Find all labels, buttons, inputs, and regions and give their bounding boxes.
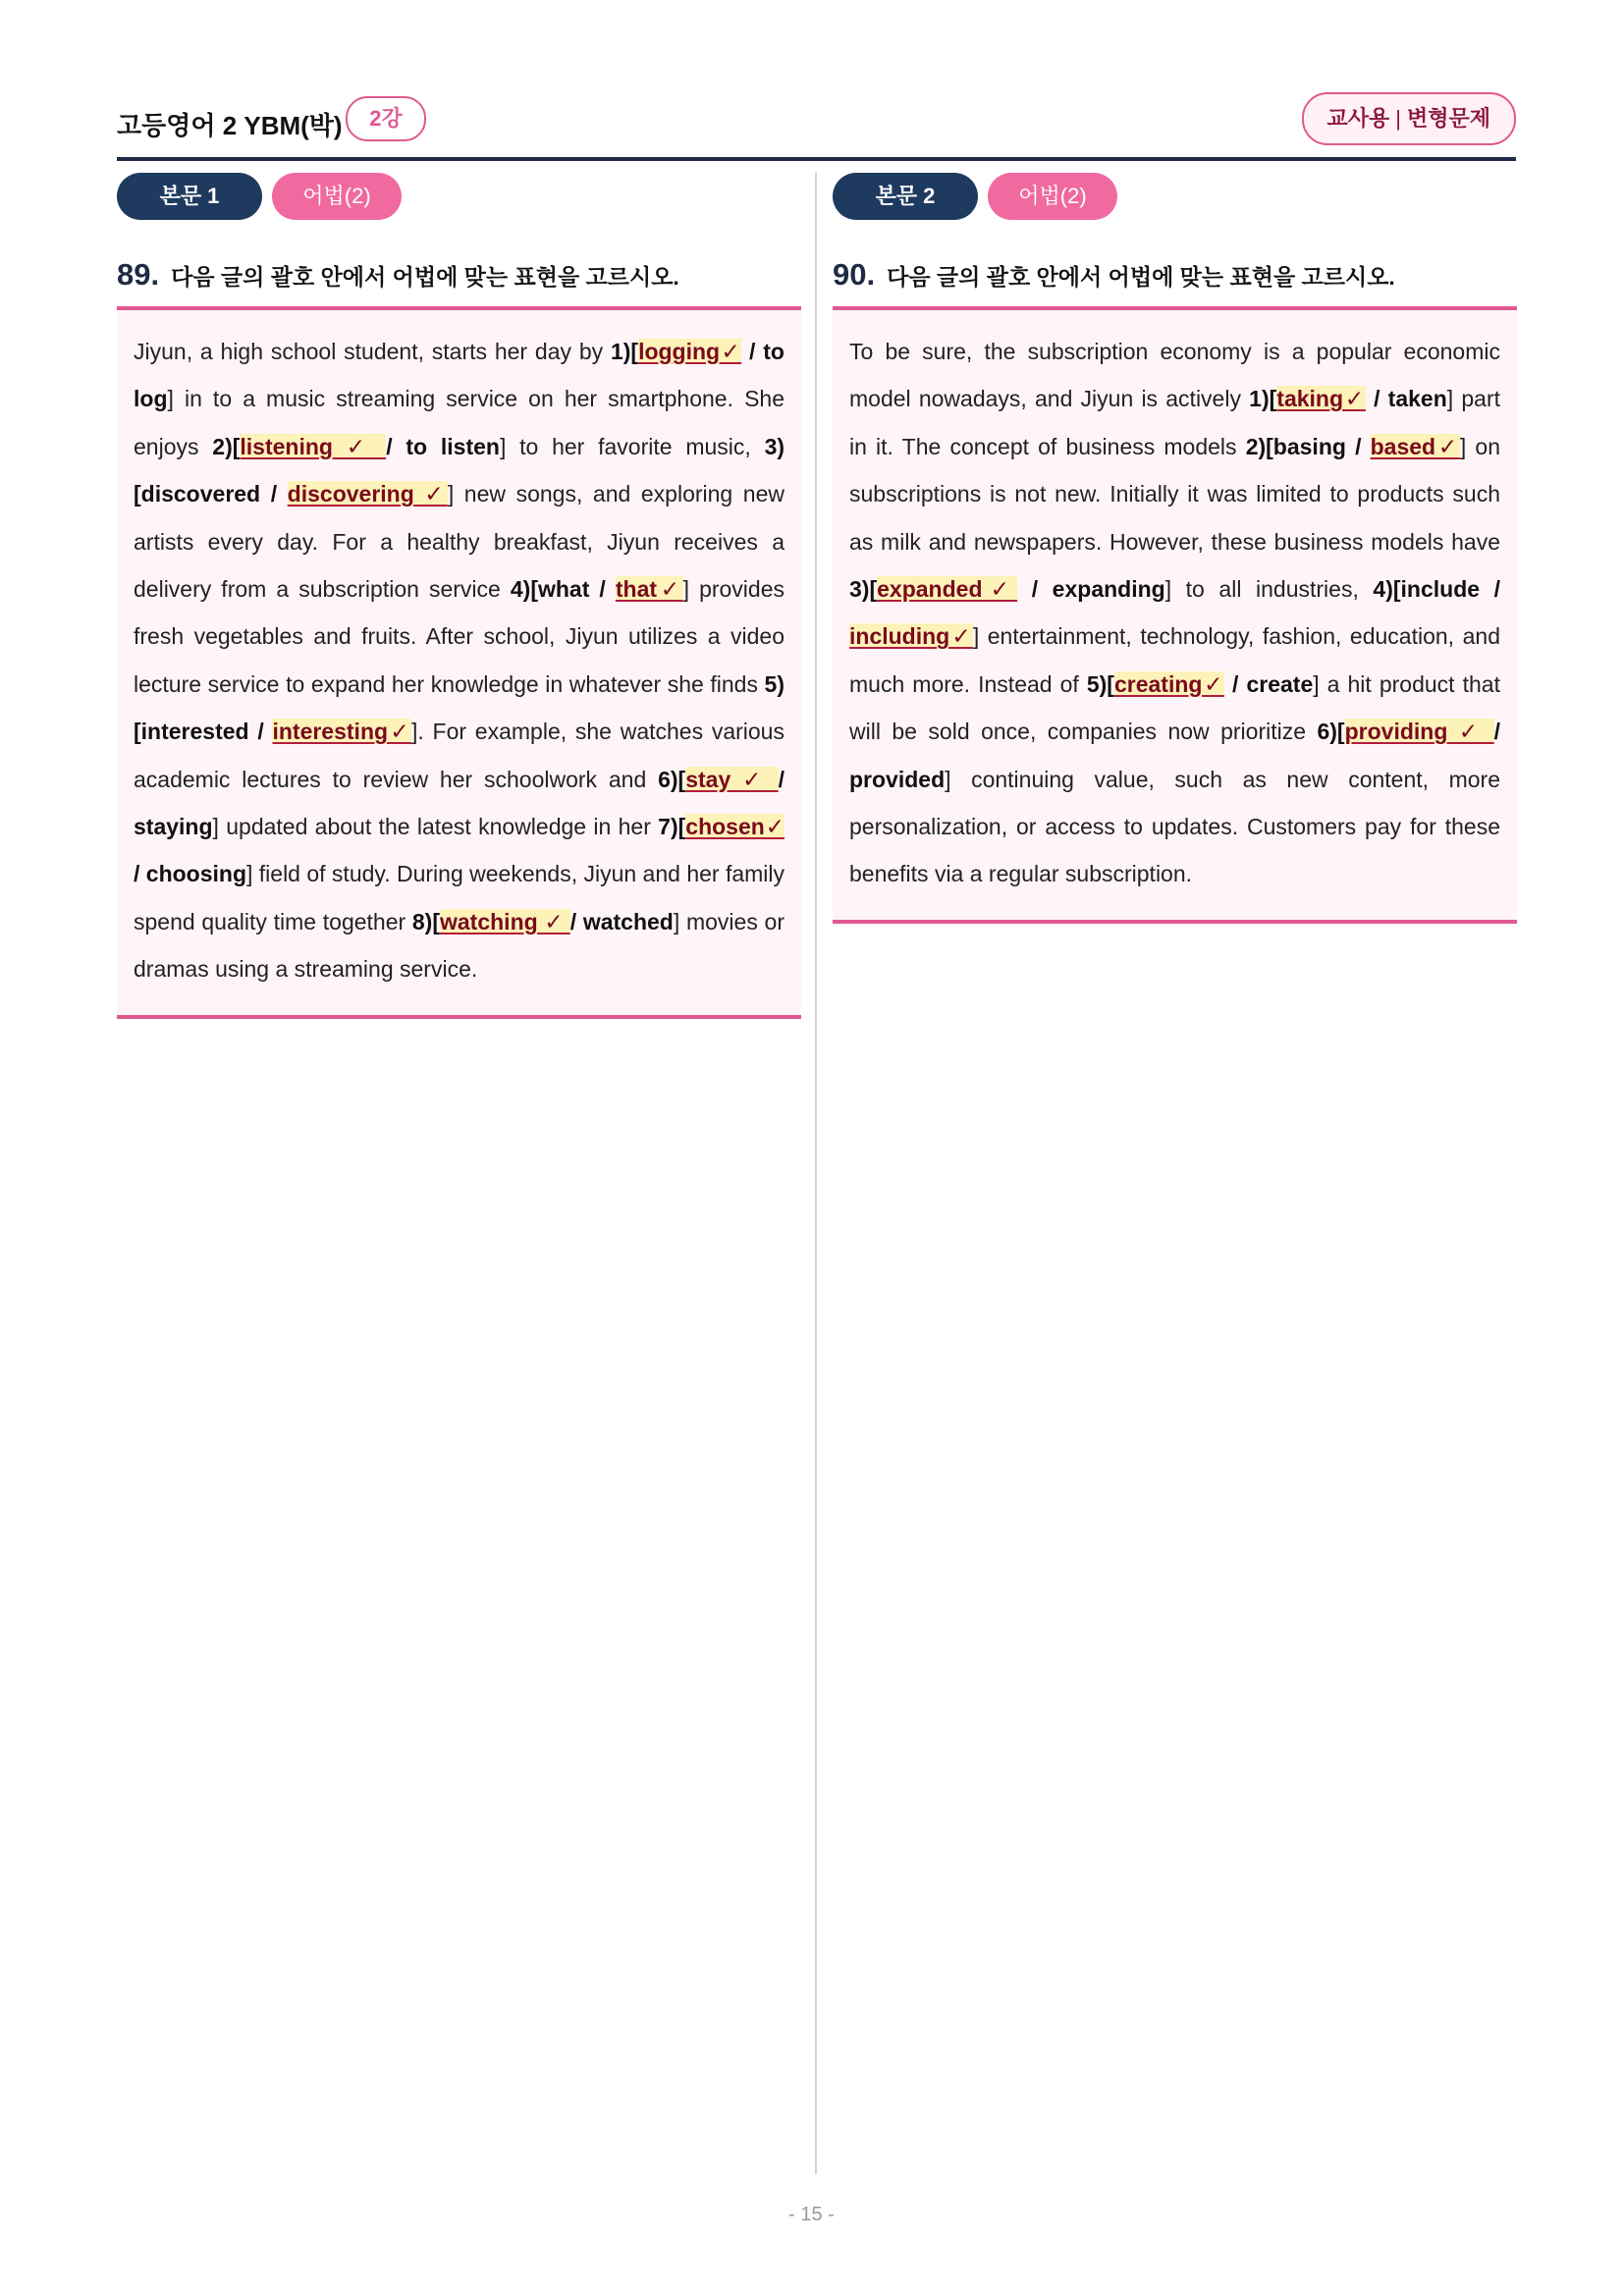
answer-4: including✓ bbox=[849, 623, 973, 650]
blank-1-label: 1)[ bbox=[610, 339, 639, 364]
answer-7: chosen✓ bbox=[685, 814, 785, 840]
answer-5: creating✓ bbox=[1113, 670, 1224, 697]
answer-5: interesting✓ bbox=[272, 719, 412, 745]
answer-3: discovering ✓ bbox=[287, 481, 448, 507]
teacher-variant-badge bbox=[1302, 92, 1517, 145]
blank-8-label: 8)[ bbox=[411, 908, 440, 934]
blank-6-alt: / provided bbox=[849, 719, 1501, 792]
blank-4-label: 4)[what / bbox=[510, 576, 616, 603]
answer-3: expanded✓ bbox=[877, 576, 1018, 603]
lesson-badge: 2강 bbox=[346, 96, 426, 141]
blank-1-label: 1)[ bbox=[1249, 386, 1277, 412]
badge-teacher-label: 교사용 bbox=[1326, 106, 1390, 131]
passage-segment: Jiyun, a high school student, starts her day by bbox=[134, 339, 611, 364]
question-number: 90. bbox=[833, 257, 876, 292]
answer-6: stay ✓ bbox=[685, 766, 779, 792]
passage-segment: ] to her favorite music, bbox=[499, 433, 765, 459]
passage-box bbox=[117, 310, 801, 1019]
blank-5-alt: / create bbox=[1224, 670, 1314, 697]
blank-3-label: 3)[ bbox=[849, 576, 878, 603]
passage-tag: 본문 1 bbox=[117, 173, 262, 220]
passage-segment: ] continuing value, such as new content, more personalization, or access to updates. Customers pay for these benefits via a regular subscription. bbox=[849, 766, 1500, 887]
blank-6-label: 6)[ bbox=[1317, 719, 1345, 745]
passage-segment: ] updated about the latest knowledge in her bbox=[212, 814, 659, 840]
question-heading bbox=[833, 257, 1517, 300]
passage-segment: ] new songs, and exploring new artists every day. For a healthy breakfast, Jiyun receives a delivery from a subscription service bbox=[134, 481, 785, 603]
answer-2: based✓ bbox=[1370, 433, 1460, 459]
blank-3-alt: / expanding bbox=[1017, 576, 1165, 603]
page-number: - 15 - bbox=[788, 2204, 835, 2225]
question-number: 89. bbox=[117, 257, 160, 292]
passage-box bbox=[833, 310, 1517, 924]
answer-8: watching ✓ bbox=[440, 908, 570, 934]
question-89-section bbox=[117, 173, 801, 1019]
question-instruction: 다음 글의 괄호 안에서 어법에 맞는 표현을 고르시오. bbox=[887, 264, 1395, 290]
passage-segment: ] part in it. The concept of business models bbox=[849, 386, 1500, 459]
blank-7-label: 7)[ bbox=[658, 814, 686, 840]
grammar-tag: 어법(2) bbox=[988, 173, 1117, 220]
blank-2-label: 2)[basing / bbox=[1245, 433, 1371, 459]
blank-6-label: 6)[ bbox=[658, 766, 686, 792]
passage-segment: ] movies or dramas using a streaming service. bbox=[134, 908, 784, 983]
passage-segment: ] field of study. During weekends, Jiyun and her family spend quality time together bbox=[134, 861, 785, 934]
blank-6-alt: / staying bbox=[134, 766, 784, 840]
blank-1-alt: / to log bbox=[134, 339, 784, 412]
blank-7-alt: / choosing bbox=[134, 861, 246, 887]
answer-1: taking✓ bbox=[1276, 386, 1366, 412]
blank-2-label: 2)[ bbox=[212, 433, 241, 459]
blank-3-label: 3)[discovered / bbox=[134, 433, 785, 507]
blank-1-alt: / taken bbox=[1365, 386, 1447, 412]
answer-1: logging✓ bbox=[638, 339, 742, 364]
question-heading bbox=[117, 257, 801, 300]
grammar-tag: 어법(2) bbox=[272, 173, 402, 220]
answer-4: that✓ bbox=[615, 576, 683, 603]
question-instruction: 다음 글의 괄호 안에서 어법에 맞는 표현을 고르시오. bbox=[171, 264, 679, 290]
passage-segment: ] provides fresh vegetables and fruits. After school, Jiyun utilizes a video lecture service to expand her knowledge in whatever she finds bbox=[134, 576, 784, 697]
section-tags bbox=[117, 173, 801, 222]
blank-5-label: 5)[ bbox=[1086, 670, 1114, 697]
question-90-section bbox=[833, 173, 1517, 924]
passage-text bbox=[849, 328, 1500, 898]
passage-segment: ] to all industries, bbox=[1164, 576, 1374, 603]
passage-tag: 본문 2 bbox=[833, 173, 978, 220]
passage-segment: ] in to a music streaming service on her smartphone. She enjoys bbox=[134, 386, 784, 459]
passage-text bbox=[134, 328, 784, 993]
badge-variant-label: 변형문제 bbox=[1406, 106, 1490, 131]
blank-4-label: 4)[include / bbox=[1373, 576, 1501, 603]
blank-5-label: 5)[interested / bbox=[134, 670, 784, 745]
badge-separator: | bbox=[1395, 106, 1401, 131]
answer-2: listening ✓ bbox=[240, 433, 387, 459]
column-divider bbox=[815, 172, 817, 2174]
passage-segment: ] entertainment, technology, fashion, education, and much more. Instead of bbox=[849, 623, 1500, 697]
passage-segment: To be sure, the subscription economy is a popular economic model nowadays, and Jiyun is actively bbox=[849, 339, 1500, 412]
passage-segment: ] a hit product that will be sold once, companies now prioritize bbox=[849, 670, 1500, 745]
answer-6: providing ✓ bbox=[1344, 719, 1494, 745]
passage-segment: ]. For example, she watches various academic lectures to review her schoolwork and bbox=[134, 719, 784, 792]
page-header bbox=[117, 92, 1516, 161]
blank-8-alt: / watched bbox=[569, 908, 674, 934]
blank-2-alt: / to listen bbox=[386, 433, 500, 459]
passage-segment: ] on subscriptions is not new. Initially it was limited to products such as milk and newspapers. However, these business models have bbox=[849, 433, 1500, 555]
header-title: 고등영어 2 YBM(박) bbox=[117, 111, 343, 140]
section-tags bbox=[833, 173, 1517, 222]
